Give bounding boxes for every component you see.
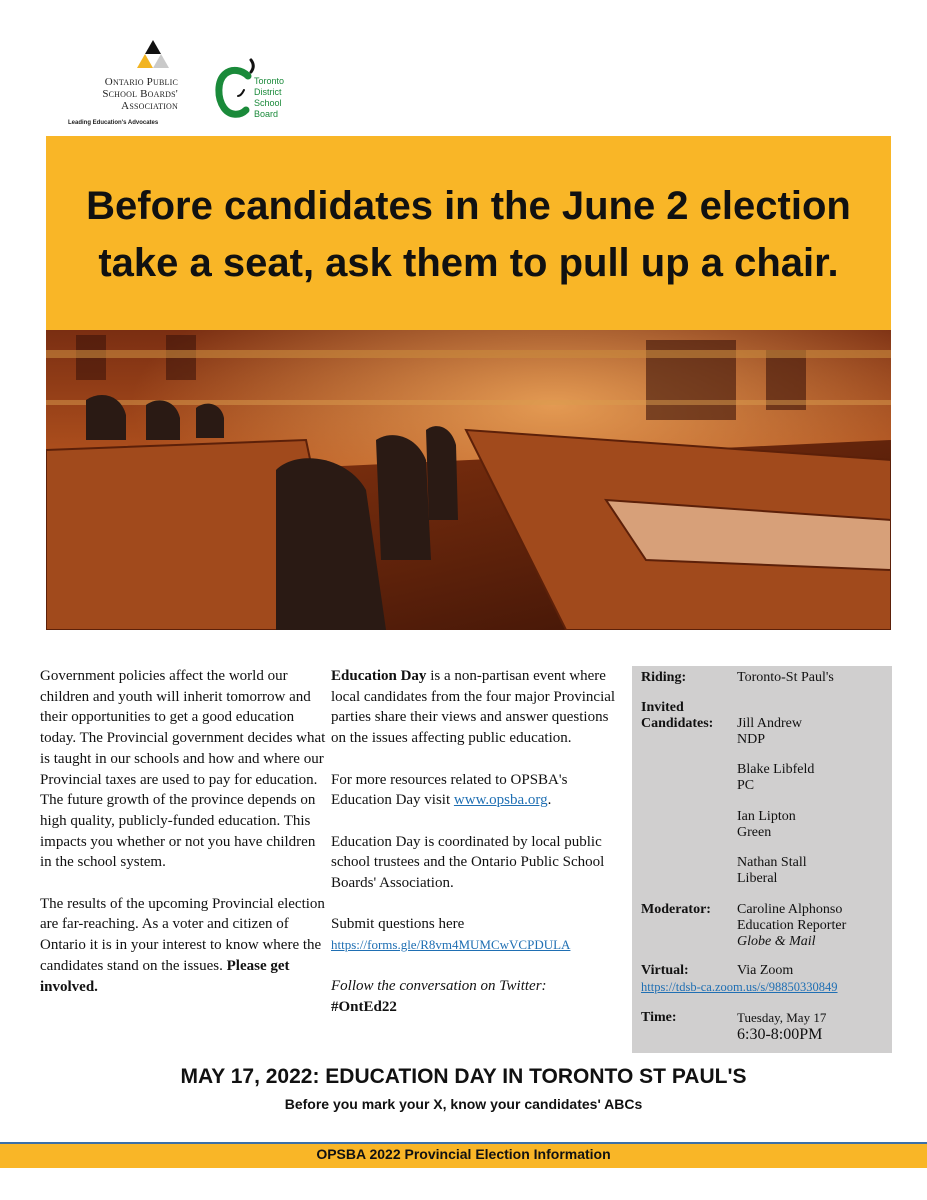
tdsb-name: [254, 76, 284, 120]
resources-end: .: [547, 792, 552, 809]
candidate-party: PC: [737, 778, 755, 793]
time-date: Tuesday, May 17: [737, 1010, 827, 1025]
candidate-party: Liberal: [737, 871, 778, 886]
candidate-3: [737, 809, 796, 841]
intro-paragraph-1: Government policies affect the world our children and youth will inherit tomorrow and their opportunities to get a good education today. The Provincial government decides what is taught in our schools and how and where our Provincial taxes are used to pay for education. The future growth of the province depends on high quality, publicly-funded education. This impacts you whether or not you have children in the school system.: [40, 668, 326, 871]
candidate-name: Blake Libfeld: [737, 762, 815, 777]
riding-value: Toronto-St Paul's: [737, 670, 834, 685]
opsba-logo-icon: [135, 38, 171, 70]
candidate-name: Jill Andrew: [737, 716, 802, 731]
riding-label: Riding:: [641, 670, 687, 685]
submit-questions-link[interactable]: https://forms.gle/R8vm4MUMCwVCPDULA: [331, 937, 571, 953]
opsba-name-line3: Association: [121, 100, 178, 112]
candidate-2: [737, 762, 814, 794]
event-title: MAY 17, 2022: EDUCATION DAY IN TORONTO ST PAUL'S: [180, 1065, 747, 1088]
coordination-paragraph: Education Day is coordinated by local public school trustees and the Ontario Public School Boards' Association.: [331, 833, 605, 891]
intro-paragraph-2: [40, 894, 326, 998]
moderator-label: Moderator:: [641, 902, 711, 917]
time-value: 6:30-8:00PM: [737, 1026, 823, 1043]
footer-text: OPSBA 2022 Provincial Election Information: [316, 1146, 611, 1162]
get-involved-text: Please get involved.: [40, 957, 290, 995]
event-subtitle: Before you mark your X, know your candidates' ABCs: [284, 1096, 643, 1112]
virtual-label: Virtual:: [641, 963, 689, 978]
candidate-1: [737, 716, 802, 748]
resources-text: For more resources related to OPSBA's Education Day visit: [331, 771, 568, 809]
legislature-chamber-photo: [46, 330, 891, 630]
candidate-4: [737, 855, 807, 887]
moderator-name: Caroline Alphonso: [737, 902, 843, 917]
headline-line2: take a seat, ask them to pull up a chair.: [98, 241, 839, 285]
invited-label: Invited: [641, 700, 684, 715]
education-day-description: is a non-partisan event where local candidates from the four major Provincial parties share their views and answer questions on the issues affecting public education.: [331, 668, 616, 747]
education-day-term: Education Day: [331, 668, 427, 684]
event-info-box: [632, 666, 892, 1053]
intro-paragraph-2-text: The results of the upcoming Provincial election are far-reaching. As a voter and citizen of Ontario it is in your interest to know where the candidates stand on the issues.: [40, 895, 325, 974]
twitter-text: Follow the conversation on Twitter:: [331, 978, 547, 995]
candidates-label: Candidates:: [641, 716, 714, 731]
education-day-column: [331, 666, 626, 1018]
tdsb-name-line3: School: [254, 98, 282, 108]
moderator-outlet: Globe & Mail: [737, 934, 816, 949]
candidate-name: Ian Lipton: [737, 809, 796, 824]
opsba-name-line1: Ontario Public: [104, 76, 178, 88]
zoom-link[interactable]: https://tdsb-ca.zoom.us/s/98850330849: [641, 980, 838, 994]
tdsb-name-line1: Toronto: [254, 76, 285, 86]
moderator-value: [737, 902, 846, 950]
opsba-name-line2: School Boards': [102, 88, 178, 100]
candidate-name: Nathan Stall: [737, 855, 807, 870]
candidate-party: Green: [737, 825, 772, 840]
submit-questions-text: Submit questions here: [331, 916, 465, 933]
headline: [46, 178, 891, 292]
time-label: Time:: [641, 1010, 677, 1025]
opsba-website-link[interactable]: www.opsba.org: [453, 792, 548, 809]
candidate-party: NDP: [737, 732, 766, 747]
opsba-name: [70, 76, 178, 112]
tdsb-apple-logo-icon: [214, 58, 258, 120]
twitter-hashtag: #OntEd22: [331, 999, 397, 1016]
resources-paragraph: [331, 770, 626, 811]
virtual-value: Via Zoom: [737, 963, 794, 978]
opsba-tagline: Leading Education's Advocates: [68, 120, 159, 126]
tdsb-name-line4: Board: [254, 109, 279, 119]
moderator-role: Education Reporter: [737, 918, 847, 933]
tdsb-name-line2: District: [254, 87, 282, 97]
education-day-intro: [331, 666, 626, 749]
intro-column: [40, 666, 326, 997]
headline-line1: Before candidates in the June 2 election: [86, 184, 851, 228]
